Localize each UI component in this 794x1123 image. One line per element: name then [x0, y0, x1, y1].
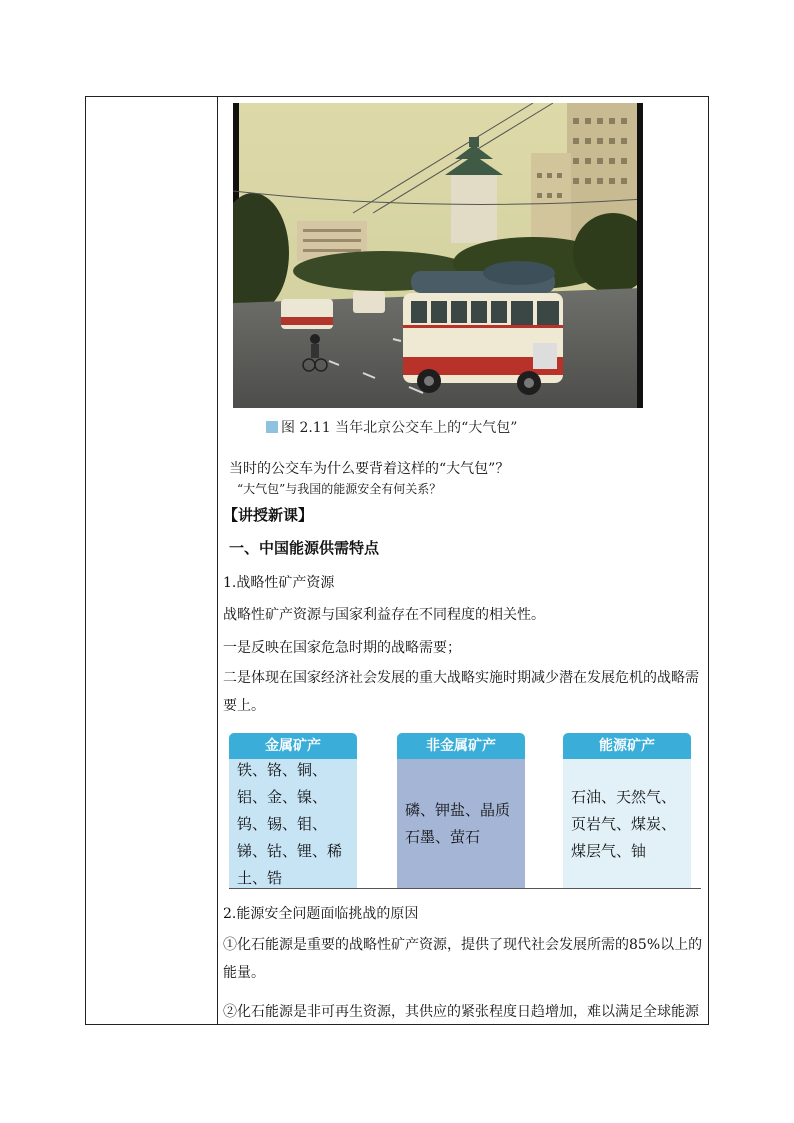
card-energy	[563, 733, 691, 889]
card-metal-text: 铁、铬、铜、铝、金、镍、钨、锡、钼、锑、钴、锂、稀土、锆	[237, 760, 343, 887]
section-title-1: 一、中国能源供需特点	[229, 539, 380, 557]
lesson-table	[85, 96, 709, 1025]
card-energy-body	[563, 759, 691, 889]
section-rule	[229, 888, 701, 889]
bus-photo	[233, 103, 643, 408]
photo-icon	[233, 103, 643, 408]
card-metal	[229, 733, 357, 889]
card-nonmetal-title: 非金属矿产	[397, 733, 525, 759]
card-nonmetal-text: 磷、钾盐、晶质石墨、萤石	[405, 801, 511, 846]
paragraph-2: 一是反映在国家危急时期的战略需要；	[223, 640, 461, 656]
figure-caption	[266, 417, 517, 437]
paragraph-4: ①化石能源是重要的战略性矿产资源，提供了现代社会发展所需的85%以上的能量。	[223, 937, 703, 981]
card-metal-title: 金属矿产	[229, 733, 357, 759]
question-1: 当时的公交车为什么要背着这样的“大气包”？	[229, 461, 510, 477]
caption-text: 图 2.11 当年北京公交车上的“大气包”	[281, 420, 518, 436]
card-nonmetal	[397, 733, 525, 889]
column-divider	[217, 97, 218, 1024]
paragraph-3: 二是体现在国家经济社会发展的重大战略实施时期减少潜在发展危机的战略需要上。	[223, 670, 699, 714]
caption-marker-icon	[266, 421, 278, 433]
card-energy-text: 石油、天然气、页岩气、煤炭、煤层气、铀	[571, 787, 677, 860]
question-2: “大气包”与我国的能源安全有何关系？	[237, 482, 442, 496]
card-metal-body	[229, 759, 357, 889]
card-energy-title: 能源矿产	[563, 733, 691, 759]
card-nonmetal-body	[397, 759, 525, 889]
mineral-cards	[229, 733, 701, 889]
subheading-1: 1.战略性矿产资源	[223, 575, 335, 591]
paragraph-5: ②化石能源是非可再生资源，其供应的紧张程度日趋增加，难以满足全球能源	[223, 1004, 699, 1020]
subheading-2: 2.能源安全问题面临挑战的原因	[223, 906, 419, 922]
paragraph-1: 战略性矿产资源与国家利益存在不同程度的相关性。	[223, 607, 545, 623]
lesson-heading: 【讲授新课】	[223, 506, 314, 524]
